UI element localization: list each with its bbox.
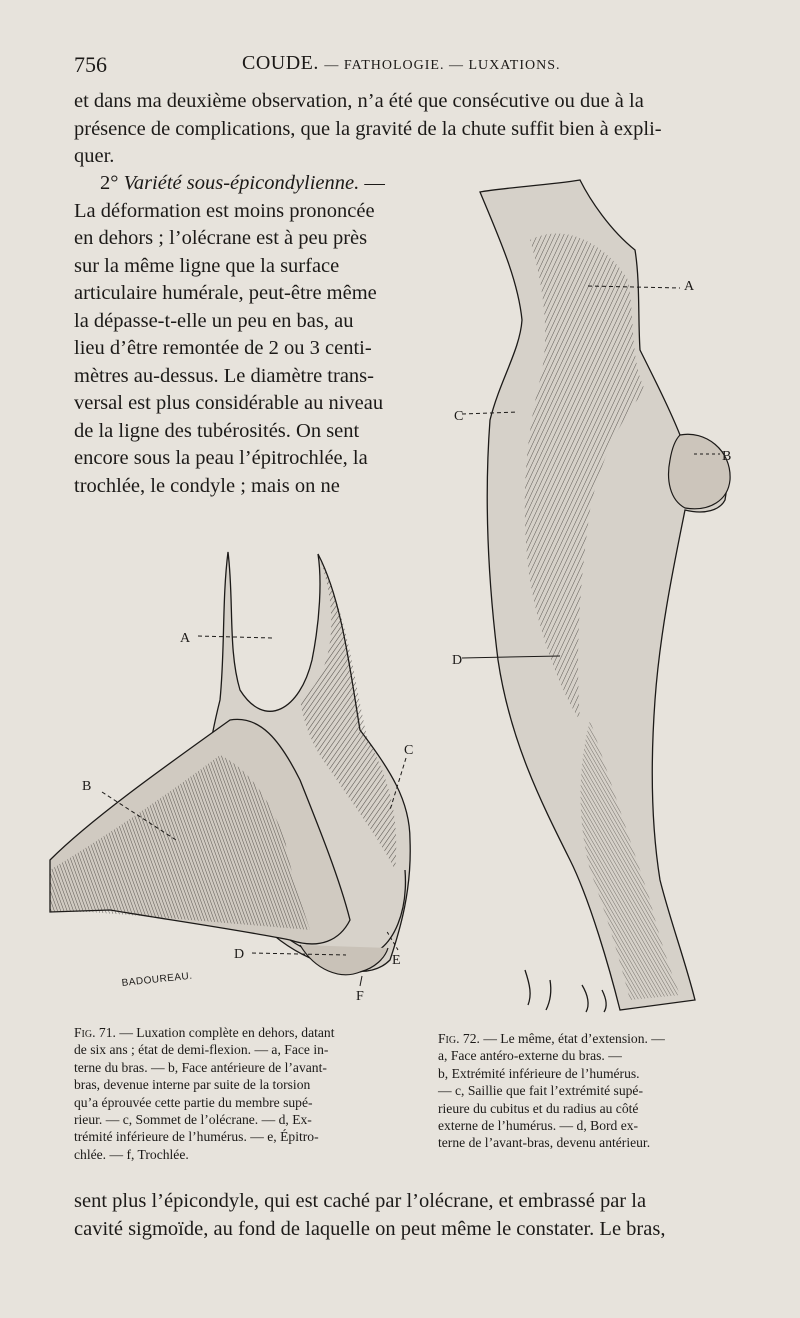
caption-line: qu’a éprouvée cette partie du membre supé- — [74, 1094, 313, 1110]
paragraph-variety — [74, 170, 410, 500]
epitrochlea-bulge — [669, 434, 731, 509]
label-a: A — [684, 279, 695, 294]
caption-fig-number: Fig. 72. — [438, 1031, 480, 1046]
caption-line: — Luxation complète en dehors, datant — [119, 1025, 335, 1040]
caption-line: terne de l’avant-bras, devenu antérieur. — [438, 1135, 651, 1151]
text-line: la dépasse-t-elle un peu en bas, au — [74, 309, 354, 332]
engraver-signature: BADOUREAU. — [121, 970, 194, 989]
text-line: trochlée, le condyle ; mais on ne — [74, 474, 340, 497]
text-line: sent plus l’épicondyle, qui est caché par l’olécrane, et embrassé par la — [74, 1190, 647, 1212]
caption-line: — c, Saillie que fait l’extrémité supé- — [438, 1083, 643, 1099]
caption-line: chlée. — f, Trochlée. — [74, 1146, 189, 1162]
text-line: présence de complications, que la gravité de la chute suffit bien à expli- — [74, 117, 662, 140]
running-title-main: COUDE. — [242, 52, 319, 74]
text-line: en dehors ; l’olécrane est à peu près — [74, 227, 368, 249]
section-heading — [74, 170, 410, 198]
label-d: D — [452, 653, 463, 668]
caption-figure-71 — [74, 1024, 406, 1163]
figure-72-illustration — [452, 180, 770, 1020]
section-dash: — — [359, 172, 385, 194]
label-e: E — [392, 953, 401, 968]
label-c: C — [404, 743, 414, 758]
caption-line: a, Face antéro-externe du bras. — — [438, 1048, 622, 1064]
text-line: sur la même ligne que la surface — [74, 254, 340, 277]
text-line: La déformation est moins prononcée — [74, 199, 375, 222]
paragraph-bottom — [74, 1188, 740, 1243]
label-a: A — [180, 631, 191, 646]
text-line: quer. — [74, 145, 115, 167]
caption-line: bras, devenue interne par suite de la torsion — [74, 1077, 311, 1093]
running-title-rest: — FATHOLOGIE. — LUXATIONS. — [324, 58, 561, 73]
page-number: 756 — [74, 52, 107, 77]
text-line: articulaire humérale, peut-être même — [74, 282, 377, 304]
label-b: B — [722, 449, 732, 464]
caption-line: rieure du cubitus et du radius au côté — [438, 1100, 639, 1116]
caption-figure-72 — [438, 1030, 728, 1152]
figure-71-illustration — [50, 540, 420, 1010]
label-f: F — [356, 989, 364, 1004]
text-line: encore sous la peau l’épitrochlée, la — [74, 447, 368, 469]
caption-fig-number: Fig. 71. — [74, 1025, 116, 1040]
caption-line: rieur. — c, Sommet de l’olécrane. — d, Ex- — [74, 1112, 312, 1128]
caption-line: terne du bras. — b, Face antérieure de l’avant- — [74, 1059, 327, 1075]
label-c: C — [454, 409, 464, 424]
label-b: B — [82, 779, 92, 794]
caption-line: de six ans ; état de demi-flexion. — a, Face in- — [74, 1042, 329, 1058]
trochlea-shape — [300, 945, 388, 975]
section-title: Variété sous-épicondylienne. — [123, 172, 360, 194]
fingers — [525, 970, 606, 1012]
paragraph-top — [74, 88, 738, 171]
text-line: cavité sigmoïde, au fond de laquelle on peut même le constater. Le bras, — [74, 1217, 666, 1240]
label-d: D — [234, 947, 245, 962]
section-number: 2° — [100, 172, 119, 194]
running-title — [242, 52, 561, 75]
text-line: et dans ma deuxième observation, n’a été que consécutive ou due à la — [74, 90, 644, 112]
text-line: de la ligne des tubérosités. On sent — [74, 419, 360, 442]
page-header — [74, 50, 574, 80]
caption-line: b, Extrémité inférieure de l’humérus. — [438, 1065, 640, 1081]
text-line: versal est plus considérable au niveau — [74, 392, 384, 414]
caption-line: externe de l’humérus. — d, Bord ex- — [438, 1118, 639, 1134]
caption-line: — Le même, état d’extension. — — [483, 1031, 665, 1046]
text-line: mètres au-dessus. Le diamètre trans- — [74, 364, 374, 387]
text-line: lieu d’être remontée de 2 ou 3 centi- — [74, 337, 372, 359]
caption-line: trémité inférieure de l’humérus. — e, Épitro- — [74, 1129, 319, 1145]
